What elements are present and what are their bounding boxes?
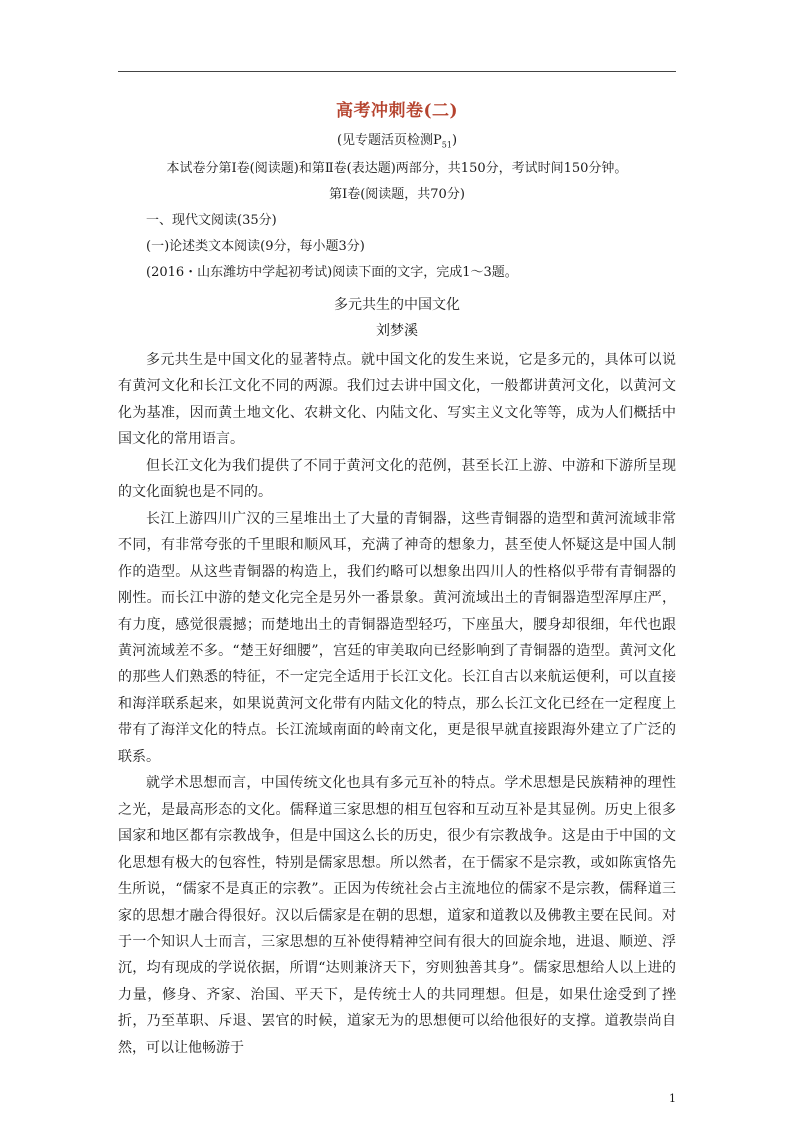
article-body — [118, 347, 676, 1061]
reference-tail: ) — [451, 133, 458, 148]
page-number: 1 — [669, 1092, 676, 1105]
paragraph: 长江上游四川广汉的三星堆出土了大量的青铜器，这些青铜器的造型和黄河流域非常不同，有非常夸张的千里眼和顺风耳，充满了神奇的想象力，甚至使人怀疑这是中国人制作的造型。从这些青铜器的构造上，我们约略可以想象出四川人的性格似乎带有青铜器的刚性。而长江中游的楚文化完全是另外一番景象。黄河流域出土的青铜器造型浑厚庄严，有力度，感觉很震撼；而楚地出土的青铜器造型轻巧，下座虽大，腰身却很细，年代也跟黄河流域差不多。“楚王好细腰”，宫廷的审美取向已经影响到了青铜器的造型。黄河文化的那些人们熟悉的特征，不一定完全适用于长江文化。长江自古以来航运便利，可以直接和海洋联系起来，如果说黄河文化带有内陆文化的特点，那么长江文化已经在一定程度上带有了海洋文化的特点。长江流域南面的岭南文化，更是很早就直接跟海外建立了广泛的联系。 — [118, 510, 676, 765]
paragraph: 但长江文化为我们提供了不同于黄河文化的范例，甚至长江上游、中游和下游所呈现的文化面貌也是不同的。 — [118, 457, 676, 501]
section-heading: 一、现代文阅读(35分) — [146, 213, 277, 228]
part-one-heading: 第Ⅰ卷(阅读题，共70分) — [329, 187, 465, 202]
subsection-heading: (一)论述类文本阅读(9分，每小题3分) — [146, 239, 365, 254]
source-note: (2016・山东潍坊中学起初考试)阅读下面的文字，完成1～3题。 — [146, 265, 518, 280]
exam-intro: 本试卷分第Ⅰ卷(阅读题)和第Ⅱ卷(表达题)两部分，共150分，考试时间150分钟。 — [166, 161, 628, 176]
reference-text: (见专题活页检测P — [336, 133, 442, 148]
article-author: 刘梦溪 — [376, 323, 418, 339]
header-rule — [118, 71, 676, 72]
reference-note — [0, 130, 794, 157]
reference-page: 51 — [441, 140, 452, 150]
paragraph: 多元共生是中国文化的显著特点。就中国文化的发生来说，它是多元的，具体可以说有黄河文化和长江文化不同的两源。我们过去讲中国文化，一般都讲黄河文化，以黄河文化为基准，因而黄土地文化、农耕文化、内陆文化、写实主义文化等等，成为人们概括中国文化的常用语言。 — [118, 352, 676, 448]
paragraph: 就学术思想而言，中国传统文化也具有多元互补的特点。学术思想是民族精神的理性之光，是最高形态的文化。儒释道三家思想的相互包容和互动互补是其显例。历史上很多国家和地区都有宗教战争，但是中国这么长的历史，很少有宗教战争。这是由于中国的文化思想有极大的包容性，特别是儒家思想。所以然者，在于儒家不是宗教，或如陈寅恪先生所说，“儒家不是真正的宗教”。正因为传统社会占主流地位的儒家不是宗教，儒释道三家的思想才融合得很好。汉以后儒家是在朝的思想，道家和道教以及佛教主要在民间。对于一个知识人士而言，三家思想的互补使得精神空间有很大的回旋余地，进退、顺逆、浮沉，均有现成的学说依据，所谓“达则兼济天下，穷则独善其身”。儒家思想给人以上进的力量，修身、齐家、治国、平天下，是传统士人的共同理想。但是，如果仕途受到了挫折，乃至革职、斥退、罢官的时候，道家无为的思想便可以给他很好的支撑。道教崇尚自然，可以让他畅游于 — [118, 775, 676, 1056]
exam-title: 高考冲刺卷(二) — [335, 101, 459, 121]
article-title: 多元共生的中国文化 — [334, 297, 460, 313]
